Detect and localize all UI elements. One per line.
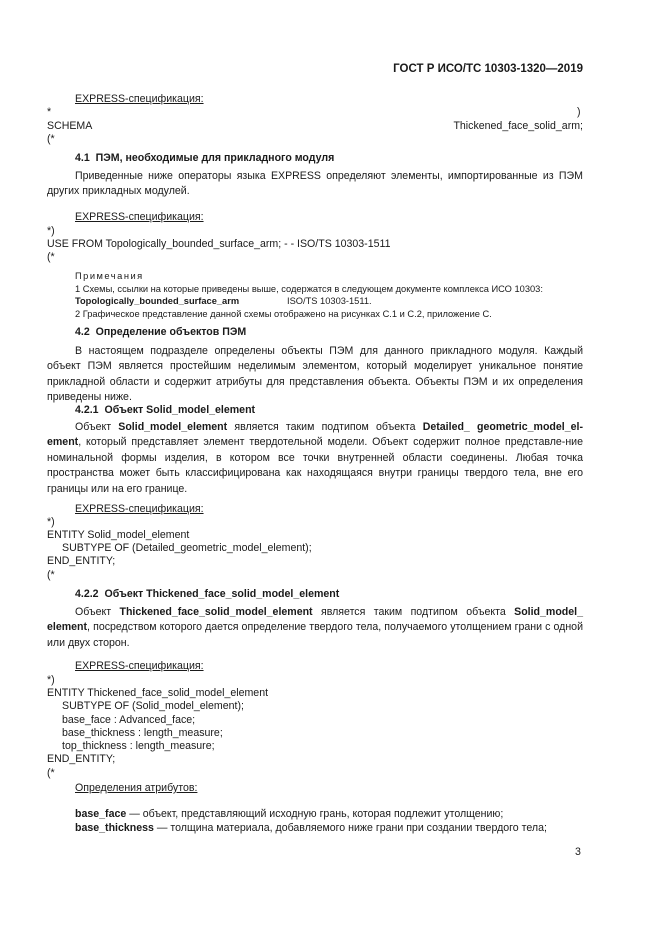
- text-run: является таким подтипом объекта: [227, 421, 423, 433]
- section-number: 4.2.2: [75, 588, 99, 600]
- code-subtype: SUBTYPE OF (Solid_model_element);: [62, 700, 244, 712]
- code-comment-open: (*: [47, 767, 55, 779]
- note-1: 1 Схемы, ссылки на которые приведены выше, содержатся в следующем документе комплекса ИСО 10303:: [75, 284, 543, 294]
- code-comment-close: *): [47, 674, 55, 686]
- code-schema-name: Thickened_face_solid_arm;: [453, 120, 583, 132]
- section-number: 4.1: [75, 152, 90, 164]
- paragraph-text: Приведенные ниже операторы языка EXPRESS определяют элементы, импортированные из ПЭМ других прикладных модулей.: [47, 170, 583, 198]
- code-entity: ENTITY Solid_model_element: [47, 529, 190, 541]
- paragraph-text: В настоящем подразделе определены объекты ПЭМ для данного прикладного модуля. Каждый объект ПЭМ является простейшим неделимым элементом, который моделирует уникальное понятие прикладной области и содержит атрибуты для представления объекта. Объекты ПЭМ и их определения приведены ниже.: [47, 345, 583, 404]
- section-title: Определение объектов ПЭМ: [95, 326, 247, 338]
- express-spec-label: EXPRESS-спецификация:: [75, 93, 204, 105]
- code-attribute: top_thickness : length_measure;: [62, 740, 215, 752]
- note-1-ref-name: Topologically_bounded_surface_arm: [75, 296, 240, 306]
- attribute-name: base_thickness: [75, 822, 154, 834]
- code-subtype: SUBTYPE OF (Detailed_geometric_model_element);: [62, 542, 312, 554]
- code-comment-open: (*: [47, 133, 55, 145]
- attribute-definition: [75, 822, 547, 835]
- section-title-entity: Solid_model_element: [146, 404, 256, 416]
- notes-title: Примечания: [75, 271, 144, 281]
- text-run: , который представляет элемент твердотельной модели. Объект содержит полное представле-ние номинальной формы изделия, в котором все точки внутренней области соединены. Любая точка пространства может быть классифицирована как находящаяся внутри границы твердого тела, вне его границы или на его границе.: [47, 436, 583, 495]
- code-use-from: USE FROM Topologically_bounded_surface_arm; - - ISO/TS 10303-1511: [47, 238, 391, 250]
- attribute-definition: [75, 808, 503, 821]
- section-title-prefix: Объект: [104, 404, 144, 416]
- attribute-description: — толщина материала, добавляемого ниже грани при создании твердого тела;: [153, 822, 547, 834]
- code-paren-close: ): [577, 106, 581, 118]
- entity-name: Solid_model_element: [118, 421, 228, 433]
- section-title: ПЭМ, необходимые для прикладного модуля: [95, 152, 335, 164]
- code-star: *: [47, 106, 52, 118]
- code-comment-close: *): [47, 516, 55, 528]
- document-header-id: ГОСТ Р ИСО/ТС 10303-1320—2019: [393, 63, 583, 75]
- code-entity: ENTITY Thickened_face_solid_model_element: [47, 687, 269, 699]
- code-comment-close: *): [47, 225, 55, 237]
- entity-name: Thickened_face_solid_model_element: [119, 606, 313, 618]
- attribute-description: — объект, представляющий исходную грань, которая подлежит утолщению;: [126, 808, 504, 820]
- section-4-2-2-paragraph: [47, 605, 583, 651]
- section-4-2-heading: [75, 326, 246, 339]
- section-4-2-1-heading: [75, 404, 255, 417]
- entity-name: Detailed_ geometric_model_el-ement: [47, 421, 583, 449]
- section-number: 4.2.1: [75, 404, 99, 416]
- entity-name: Solid_model_ element: [47, 606, 583, 634]
- code-schema-keyword: SCHEMA: [47, 120, 93, 132]
- text-run: Объект: [75, 421, 119, 433]
- code-end-entity: END_ENTITY;: [47, 555, 116, 567]
- express-spec-label: EXPRESS-спецификация:: [75, 503, 204, 515]
- express-spec-label: EXPRESS-спецификация:: [75, 211, 204, 223]
- section-title-prefix: Объект: [104, 588, 144, 600]
- section-title-entity: Thickened_face_solid_model_element: [146, 588, 340, 600]
- attribute-definitions-label: Определения атрибутов:: [75, 782, 198, 794]
- text-run: Объект: [75, 606, 120, 618]
- code-attribute: base_thickness : length_measure;: [62, 727, 223, 739]
- text-run: является таким подтипом объекта: [312, 606, 515, 618]
- note-1-ref-doc: ISO/TS 10303-1511.: [287, 296, 372, 306]
- code-end-entity: END_ENTITY;: [47, 753, 116, 765]
- section-4-2-paragraph: [47, 344, 583, 406]
- attribute-name: base_face: [75, 808, 127, 820]
- code-comment-open: (*: [47, 251, 55, 263]
- code-attribute: base_face : Advanced_face;: [62, 714, 196, 726]
- express-spec-label: EXPRESS-спецификация:: [75, 660, 204, 672]
- section-4-2-2-heading: [75, 588, 339, 601]
- section-4-1-paragraph: [47, 169, 583, 200]
- section-4-2-1-paragraph: [47, 420, 583, 497]
- section-4-1-heading: [75, 152, 334, 165]
- section-number: 4.2: [75, 326, 90, 338]
- code-comment-open: (*: [47, 569, 55, 581]
- text-run: , посредством которого дается определение твердого тела, получаемого утолщением грани с одной или двух сторон.: [47, 621, 583, 649]
- page-number: 3: [575, 846, 581, 858]
- note-2: 2 Графическое представление данной схемы отображено на рисунках С.1 и С.2, приложение С.: [75, 309, 492, 319]
